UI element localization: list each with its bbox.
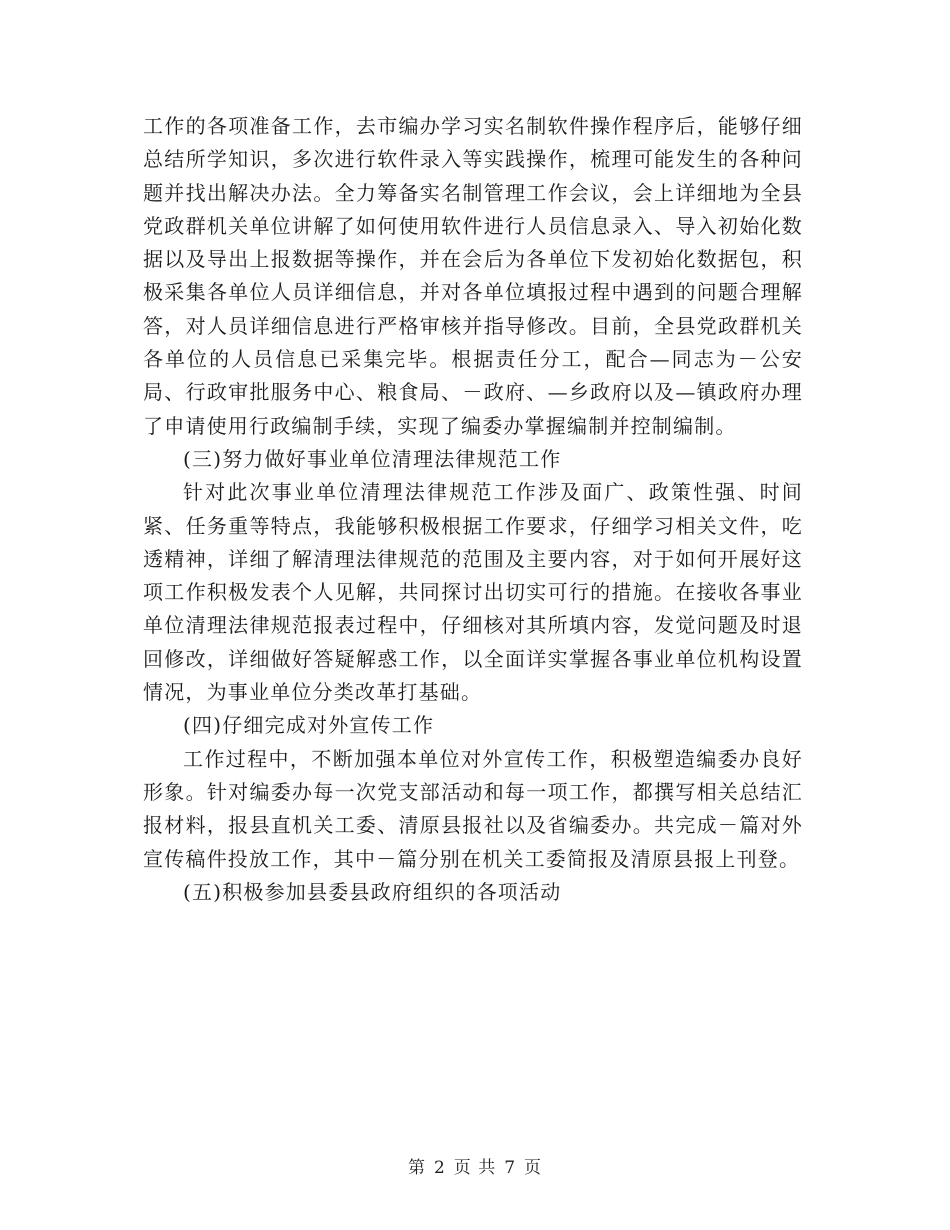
section-heading-3: (三)努力做好事业单位清理法律规范工作 [183, 446, 562, 471]
footer-current-page: 2 [433, 1158, 446, 1178]
paragraph-section-4: 工作过程中，不断加强本单位对外宣传工作，积极塑造编委办良好形象。针对编委办每一次党支部活动和每一项工作，都撰写相关总结汇报材料，报县直机关工委、清原县报社以及省编委办。共完成－篇对外宣传稿件投放工作，其中－篇分别在机关工委简报及清原县报上刊登。 [143, 746, 803, 871]
document-body [143, 110, 803, 909]
footer-suffix: 页 [524, 1158, 543, 1178]
footer-prefix: 第 [407, 1158, 426, 1178]
paragraph-continued: 工作的各项准备工作，去市编办学习实名制软件操作程序后，能够仔细总结所学知识，多次进行软件录入等实践操作，梳理可能发生的各种问题并找出解决办法。全力筹备实名制管理工作会议，会上详细地为全县党政群机关单位讲解了如何使用软件进行人员信息录入、导入初始化数据以及导出上报数据等操作，并在会后为各单位下发初始化数据包，积极采集各单位人员详细信息，并对各单位填报过程中遇到的问题合理解答，对人员详细信息进行严格审核并指导修改。目前，全县党政群机关各单位的人员信息已采集完毕。根据责任分工，配合—同志为－公安局、行政审批服务中心、粮食局、－政府、—乡政府以及—镇政府办理了申请使用行政编制手续，实现了编委办掌握编制并控制编制。 [143, 114, 803, 438]
paragraph-section-3: 针对此次事业单位清理法律规范工作涉及面广、政策性强、时间紧、任务重等特点，我能够积极根据工作要求，仔细学习相关文件，吃透精神，详细了解清理法律规范的范围及主要内容，对于如何开展好这项工作积极发表个人见解，共同探讨出切实可行的措施。在接收各事业单位清理法律规范报表过程中，仔细核对其所填内容，发觉问题及时退回修改，详细做好答疑解惑工作，以全面详实掌握各事业单位机构设置情况，为事业单位分类改革打基础。 [143, 480, 803, 705]
footer-middle: 页 共 [453, 1158, 497, 1178]
page-footer [0, 1153, 950, 1178]
section-heading-4: (四)仔细完成对外宣传工作 [183, 713, 435, 738]
footer-total-pages: 7 [504, 1158, 517, 1178]
section-heading-5: (五)积极参加县委县政府组织的各项活动 [183, 879, 562, 904]
